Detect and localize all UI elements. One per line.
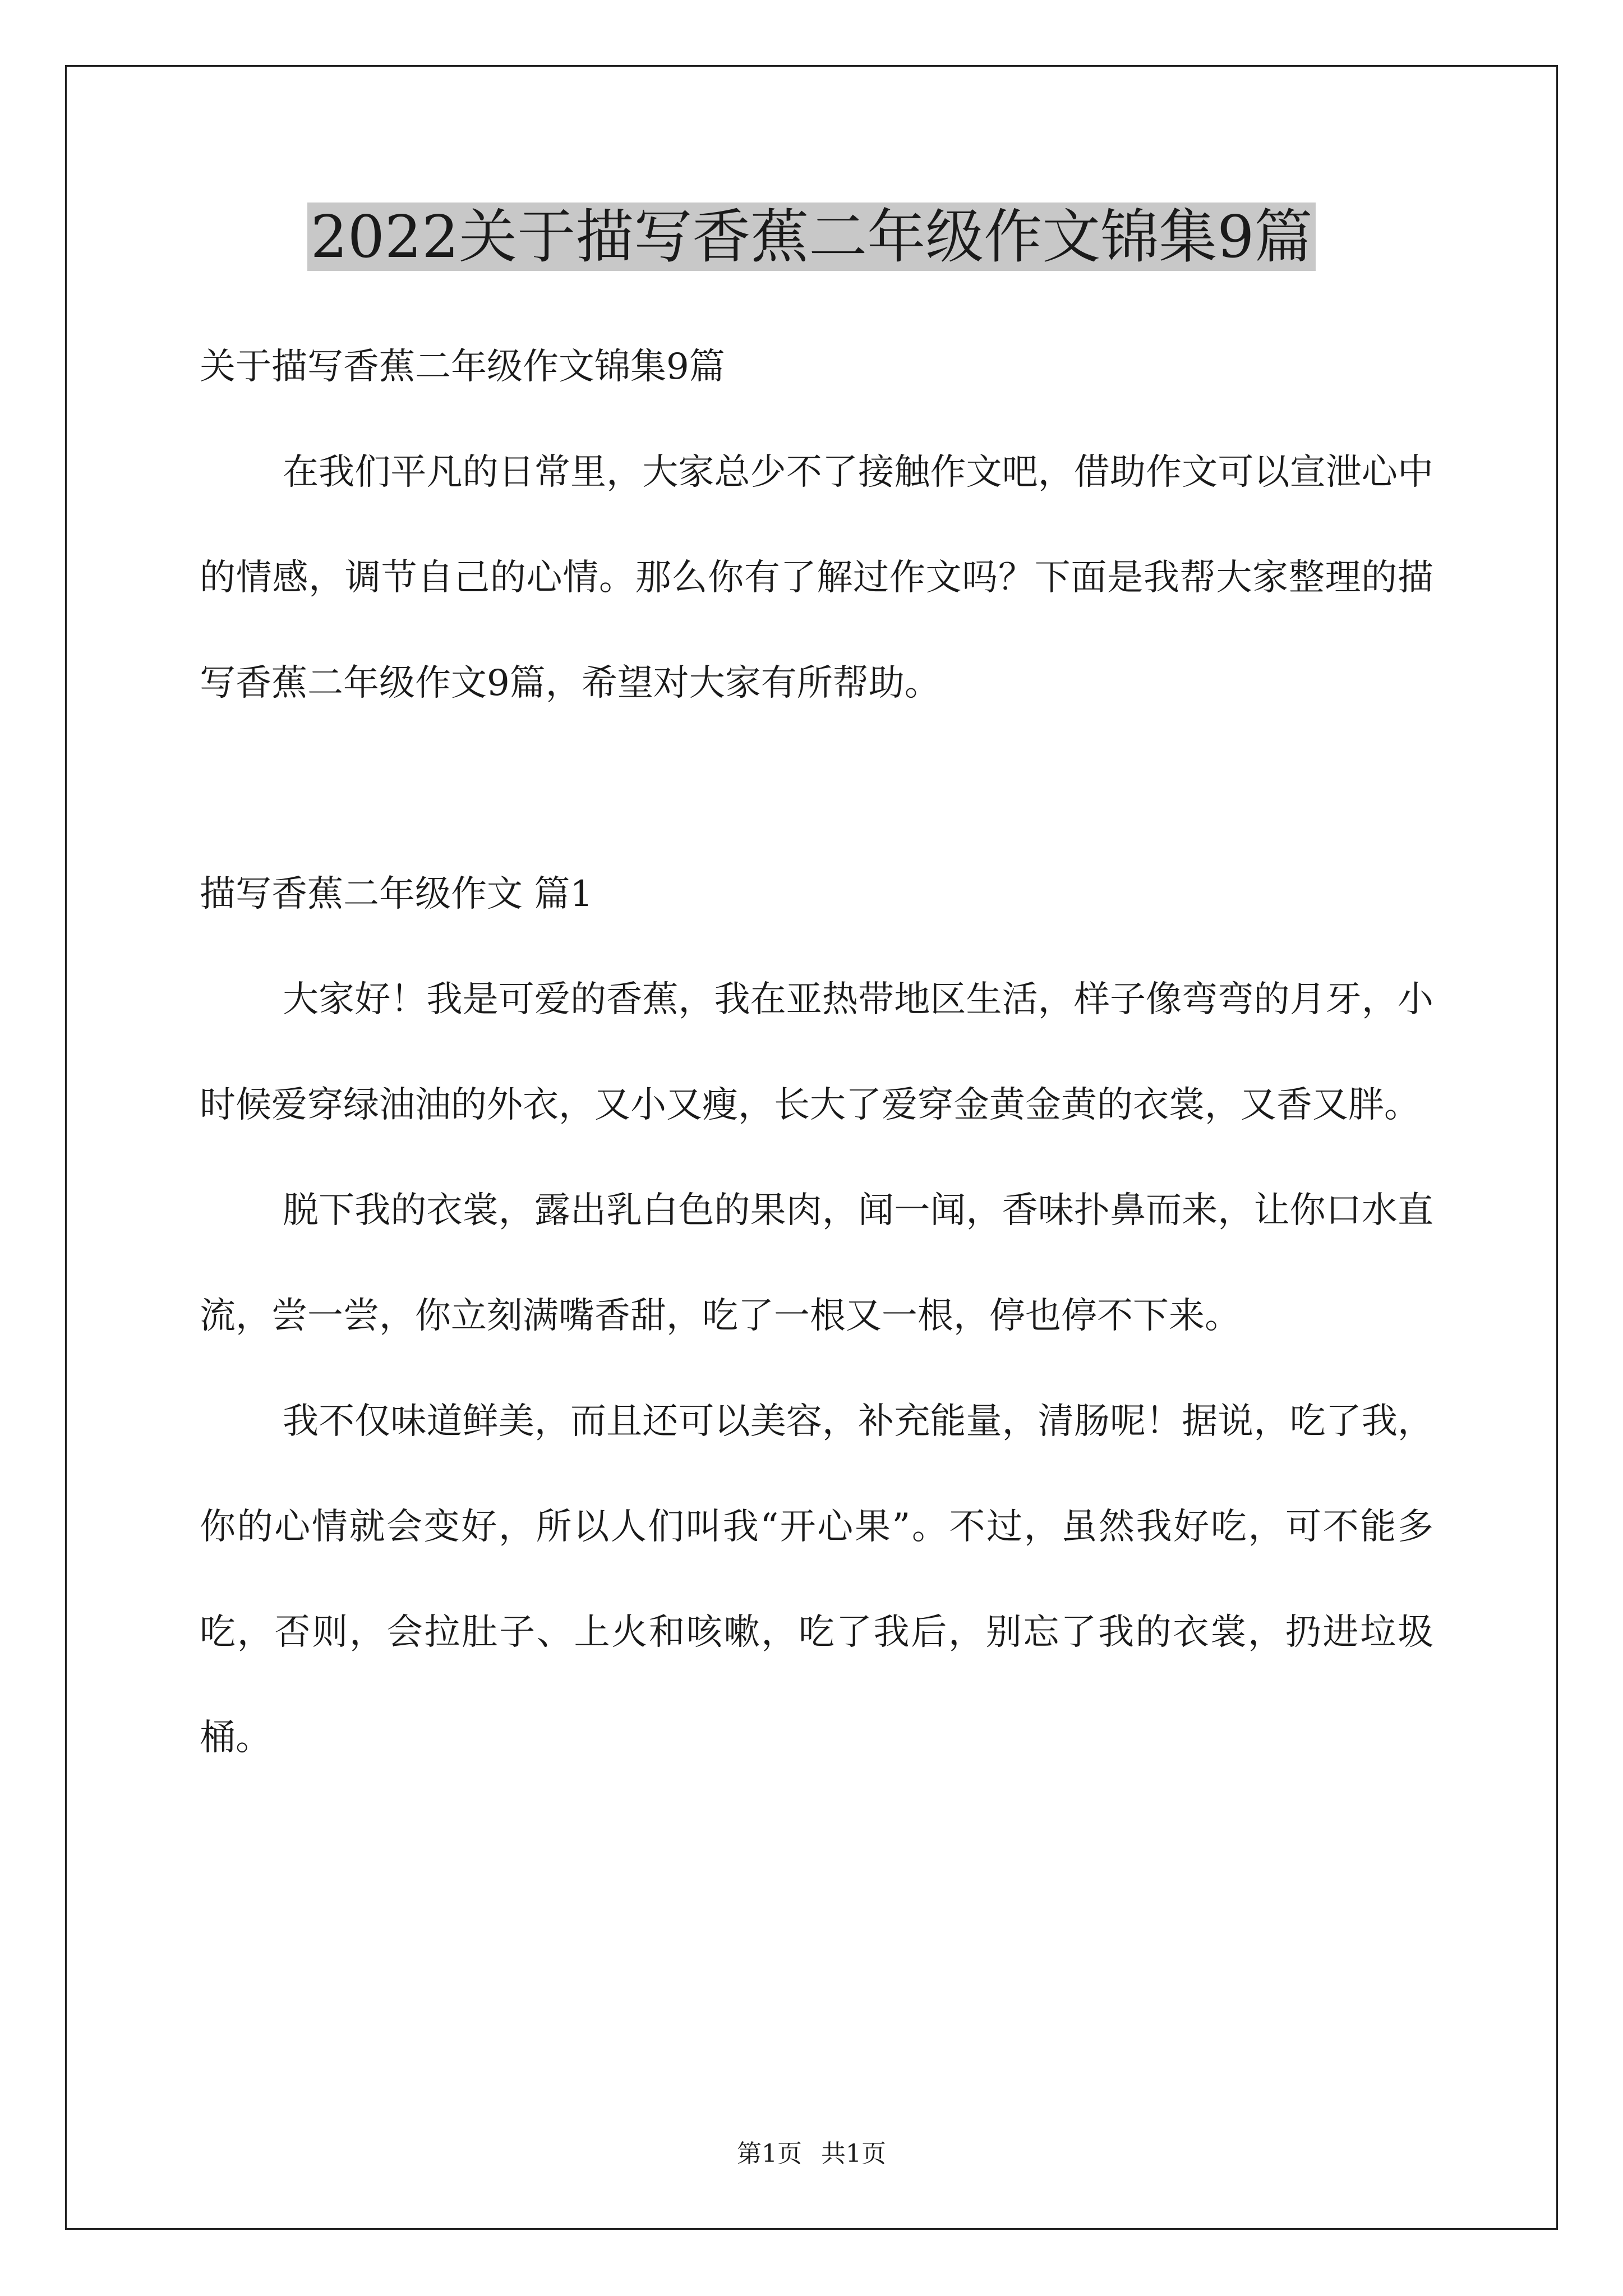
body-paragraph: 大家好！我是可爱的香蕉，我在亚热带地区生活，样子像弯弯的月牙，小时候爱穿绿油油的外衣，又小又瘦，长大了爱穿金黄金黄的衣裳，又香又胖。	[200, 979, 1433, 1126]
document-body	[200, 314, 1433, 1791]
body-paragraph: 脱下我的衣裳，露出乳白色的果肉，闻一闻，香味扑鼻而来，让你口水直流，尝一尝，你立刻满嘴香甜，吃了一根又一根，停也停不下来。	[200, 1190, 1433, 1337]
body-paragraph: 我不仅味道鲜美，而且还可以美容，补充能量，清肠呢！据说，吃了我，你的心情就会变好，所以人们叫我“开心果”。不过，虽然我好吃，可不能多吃，否则，会拉肚子、上火和咳嗽，吃了我后，别忘了我的衣裳，扔进垃圾桶。	[200, 1401, 1433, 1759]
section-heading: 描写香蕉二年级作文 篇1	[200, 873, 593, 915]
intro-paragraph: 在我们平凡的日常里，大家总少不了接触作文吧，借助作文可以宣泄心中的情感，调节自己的心情。那么你有了解过作文吗？下面是我帮大家整理的描写香蕉二年级作文9篇，希望对大家有所帮助。	[200, 452, 1433, 704]
page-total: 共1页	[821, 2139, 886, 2168]
page-number: 第1页	[737, 2139, 802, 2168]
document-title-text: 2022关于描写香蕉二年级作文锦集9篇	[307, 203, 1316, 271]
document-subtitle: 关于描写香蕉二年级作文锦集9篇	[200, 346, 725, 388]
section-gap	[200, 736, 1433, 841]
document-title	[0, 197, 1623, 276]
page-footer	[0, 2137, 1623, 2171]
